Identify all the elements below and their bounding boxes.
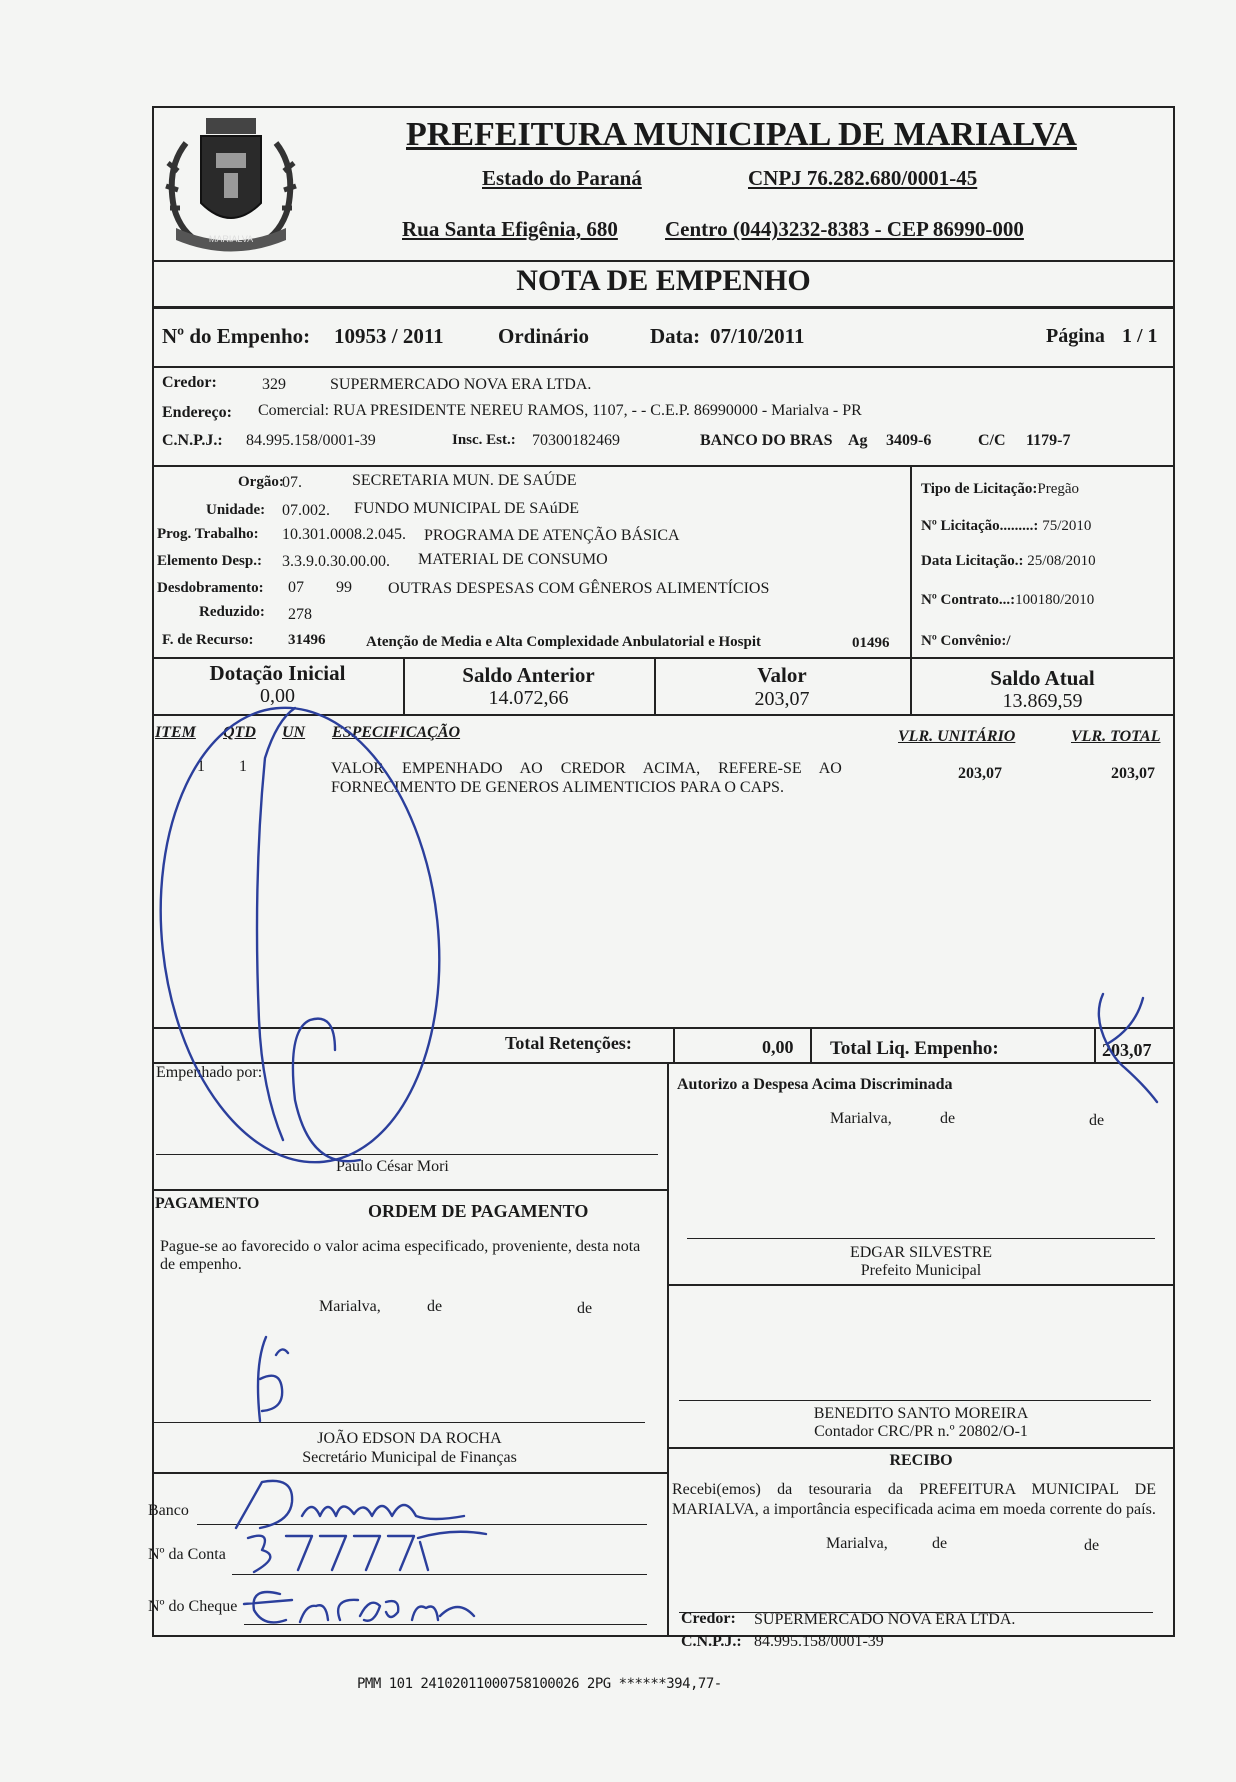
contador-name: BENEDITO SANTO MOREIRA [813, 1405, 1029, 1422]
pagamento-label: PAGAMENTO [155, 1195, 260, 1212]
cnpj-header: CNPJ 76.282.680/0001-45 [748, 166, 978, 190]
recibo-city: Marialva, [826, 1535, 888, 1552]
dotacao-label: Dotação Inicial [209, 661, 346, 685]
right-city: Marialva, [830, 1110, 892, 1127]
col-vlr-total: VLR. TOTAL [1071, 728, 1161, 745]
data-licitacao-label-text: Data Licitação.: [921, 553, 1024, 569]
convenio-label: Nº Convênio:/ [921, 633, 1011, 649]
page-label: Página [1046, 325, 1105, 347]
reduzido-label: Reduzido: [199, 604, 265, 620]
orgao-code: 07. [282, 474, 302, 491]
address-contact: Centro (044)3232-8383 - CEP 86990-000 [665, 217, 1024, 241]
col-qtd: QTD [223, 724, 256, 741]
secretary-initials-signature [250, 1335, 300, 1425]
tipo-licitacao-label [921, 481, 1079, 498]
tipo-licitacao-value: Pregão [1037, 481, 1080, 497]
secretario-title: Secretário Municipal de Finanças [302, 1449, 517, 1466]
recibo-credor-name: SUPERMERCADO NOVA ERA LTDA. [754, 1611, 1016, 1628]
conta-label: Nº da Conta [148, 1546, 226, 1563]
prog-name: PROGRAMA DE ATENÇÃO BÁSICA [424, 527, 680, 544]
bank-cc-label: C/C [978, 432, 1006, 449]
document-title: NOTA DE EMPENHO [516, 264, 811, 297]
empenho-type: Ordinário [498, 324, 590, 348]
recurso-code: 31496 [288, 632, 326, 648]
credor-code: 329 [262, 376, 286, 393]
address-header: Rua Santa Efigênia, 680 [402, 217, 618, 241]
recibo-de-1: de [932, 1535, 948, 1552]
left-city: Marialva, [319, 1298, 381, 1315]
page-title: PREFEITURA MUNICIPAL DE MARIALVA [406, 116, 1077, 153]
data-licitacao-label [921, 553, 1096, 570]
data-licitacao-value: 25/08/2010 [1027, 553, 1096, 569]
empenho-number: 10953 / 2011 [334, 324, 444, 348]
recibo-text: Recebi(emos) da tesouraria da PREFEITURA MUNICIPAL DE MARIALVA, a importância especificada acima em moeda corrente do país. [672, 1481, 1156, 1518]
recibo-de-2: de [1084, 1537, 1100, 1554]
insc-value: 70300182469 [532, 432, 620, 449]
tipo-licitacao-label-text: Tipo de Licitação: [921, 481, 1038, 497]
unidade-code: 07.002. [282, 502, 330, 519]
conta-handwriting [242, 1528, 492, 1578]
item-spec-line2: FORNECIMENTO DE GENEROS ALIMENTICIOS PARA O CAPS. [331, 779, 784, 796]
unidade-label: Unidade: [206, 502, 266, 518]
item-qtd: 1 [239, 758, 247, 775]
item-unit-value: 203,07 [958, 765, 1002, 782]
elemento-label: Elemento Desp.: [157, 553, 262, 569]
autorizo-text: Autorizo a Despesa Acima Discriminada [677, 1076, 953, 1093]
total-checkmark [1085, 990, 1165, 1110]
cheque-handwriting [240, 1576, 490, 1632]
item-number: 1 [197, 758, 205, 775]
bank-ag: 3409-6 [886, 432, 932, 449]
left-de-2: de [577, 1300, 593, 1317]
num-licitacao-label-text: Nº Licitação.........: [921, 518, 1039, 534]
empenho-number-label: Nº do Empenho: [162, 324, 311, 348]
empenho-date: 07/10/2011 [710, 324, 805, 348]
secretario-name: JOÃO EDSON DA ROCHA [317, 1430, 502, 1447]
desdobramento-a: 07 [288, 579, 304, 596]
recurso-name: Atenção de Media e Alta Complexidade Anbulatorial e Hospit [366, 634, 761, 650]
pague-text: Pague-se ao favorecido o valor acima especificado, proveniente, desta nota de empenho. [160, 1238, 641, 1273]
recibo-cnpj: 84.995.158/0001-39 [754, 1633, 884, 1650]
orgao-name: SECRETARIA MUN. DE SAÚDE [352, 472, 577, 489]
orgao-label: Orgão: [238, 474, 284, 490]
recurso-code2: 01496 [852, 635, 890, 651]
num-licitacao-label [921, 518, 1091, 535]
retencoes-label: Total Retenções: [505, 1033, 632, 1053]
retencoes-value: 0,00 [762, 1037, 794, 1057]
col-item: ITEM [155, 724, 196, 741]
liq-label: Total Liq. Empenho: [830, 1038, 999, 1059]
prog-label: Prog. Trabalho: [157, 526, 259, 542]
right-de-2: de [1089, 1112, 1105, 1129]
reduzido-code: 278 [288, 606, 312, 623]
col-especificacao: ESPECIFICAÇÃO [332, 724, 461, 741]
liq-value: 203,07 [1102, 1040, 1152, 1060]
empenhado-name: Paulo César Mori [336, 1158, 449, 1175]
valor-value: 203,07 [754, 688, 810, 710]
bank-ag-label: Ag [848, 432, 868, 449]
unidade-name: FUNDO MUNICIPAL DE SAúDE [354, 500, 580, 517]
contrato-label-text: Nº Contrato...: [921, 592, 1016, 608]
prefeito-title: Prefeito Municipal [860, 1262, 982, 1279]
credor-cnpj: 84.995.158/0001-39 [246, 432, 376, 449]
prog-code: 10.301.0008.2.045. [282, 526, 406, 543]
desdobramento-b: 99 [336, 579, 352, 596]
signature-large-loop [135, 700, 475, 1170]
recibo-cnpj-label: C.N.P.J.: [681, 1633, 742, 1650]
recibo-label: RECIBO [889, 1452, 953, 1469]
recurso-label: F. de Recurso: [162, 632, 254, 648]
cheque-label: Nº do Cheque [148, 1598, 238, 1615]
svg-text:MARIALVA: MARIALVA [208, 234, 254, 244]
ordem-label: ORDEM DE PAGAMENTO [368, 1201, 589, 1221]
saldo-atual-label: Saldo Atual [990, 666, 1095, 690]
credor-name: SUPERMERCADO NOVA ERA LTDA. [330, 376, 592, 393]
contador-title: Contador CRC/PR n.º 20802/O-1 [814, 1423, 1028, 1440]
elemento-name: MATERIAL DE CONSUMO [418, 551, 608, 568]
num-licitacao-value: 75/2010 [1042, 518, 1092, 534]
prefeito-name: EDGAR SILVESTRE [849, 1244, 993, 1261]
contrato-value: 100180/2010 [1015, 592, 1095, 608]
item-spec-line1: VALOR EMPENHADO AO CREDOR ACIMA, REFERE-SE AO [331, 760, 842, 777]
right-de-1: de [940, 1110, 956, 1127]
item-total-value: 203,07 [1111, 765, 1155, 782]
saldo-atual-value: 13.869,59 [1002, 690, 1083, 712]
credor-cnpj-label: C.N.P.J.: [162, 432, 223, 449]
page-number: 1 / 1 [1122, 325, 1158, 347]
saldo-anterior-label: Saldo Anterior [462, 663, 595, 687]
contrato-label [921, 592, 1094, 609]
address-label: Endereço: [162, 404, 232, 421]
insc-label: Insc. Est.: [452, 432, 516, 448]
col-un: UN [282, 724, 306, 741]
banco-label: Banco [148, 1502, 189, 1519]
desdobramento-name: OUTRAS DESPESAS COM GÊNEROS ALIMENTÍCIOS [388, 580, 770, 597]
credor-label: Credor: [162, 374, 217, 391]
saldo-anterior-value: 14.072,66 [488, 687, 569, 709]
state-name: Estado do Paraná [482, 166, 642, 190]
left-de-1: de [427, 1298, 443, 1315]
dotacao-value: 0,00 [260, 685, 295, 707]
valor-label: Valor [757, 663, 807, 687]
bank-cc: 1179-7 [1026, 432, 1071, 449]
empenhado-label: Empenhado por: [156, 1064, 263, 1081]
desdobramento-label: Desdobramento: [157, 580, 264, 596]
footer-code: PMM 101 24102011000758100026 2PG ******394,77- [357, 1676, 722, 1692]
coat-of-arms-logo [156, 108, 306, 256]
empenho-date-label: Data: [650, 324, 701, 348]
recibo-credor-label: Credor: [681, 1610, 736, 1627]
elemento-code: 3.3.9.0.30.00.00. [282, 553, 390, 570]
col-vlr-unitario: VLR. UNITÁRIO [898, 728, 1016, 745]
credor-address: Comercial: RUA PRESIDENTE NEREU RAMOS, 1107, - - C.E.P. 86990000 - Marialva - PR [258, 402, 862, 419]
bank-name: BANCO DO BRAS [700, 432, 833, 449]
